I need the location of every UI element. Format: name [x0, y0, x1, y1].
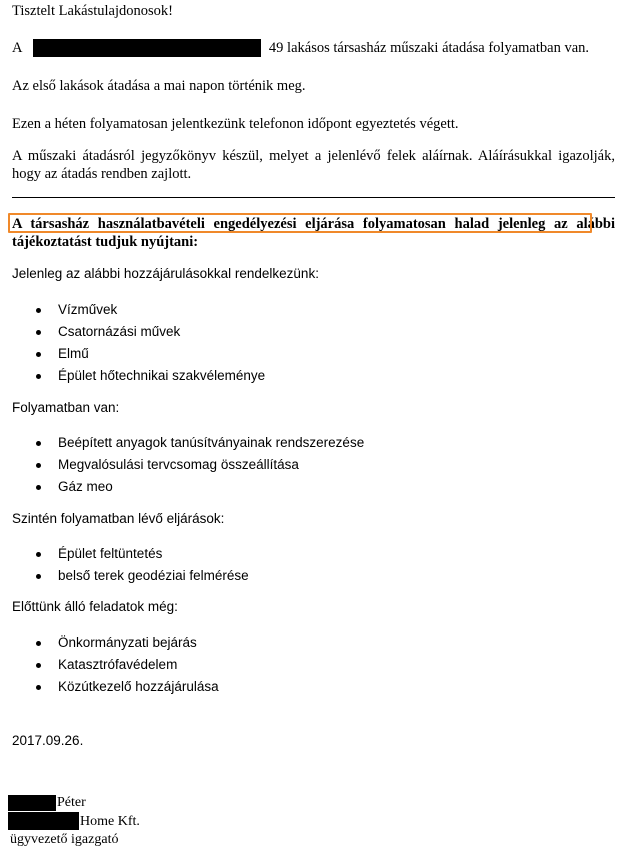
paragraph-protocol: A műszaki átadásról jegyzőkönyv készül, melyet a jelenlévő felek aláírnak. Aláírásukkal igazolják, hogy az átadás rendben zajlott. [12, 148, 615, 182]
signature-company: Home Kft. [80, 814, 140, 829]
list-item: Közútkezelő hozzájárulása [34, 676, 219, 698]
redaction-block-signature-name [8, 795, 56, 811]
list-item: Csatornázási művek [34, 321, 265, 343]
redaction-block [33, 39, 261, 57]
list-item: Épület feltüntetés [34, 543, 249, 565]
letter-date: 2017.09.26. [12, 733, 84, 748]
list-procedures [34, 543, 249, 587]
paragraph-first-handover: Az első lakások átadása a mai napon történik meg. [12, 78, 306, 94]
permit-heading-highlighted: A társasház használatbavételi engedélyezési eljárása folyamatosan halad jelenleg [12, 216, 546, 232]
list-item: Önkormányzati bejárás [34, 632, 219, 654]
list-in-progress [34, 432, 364, 498]
list-item: Katasztrófavédelem [34, 654, 219, 676]
list-upcoming [34, 632, 219, 698]
section-title-in-progress: Folyamatban van: [12, 400, 120, 415]
intro-prefix: A [12, 40, 22, 56]
signature-name: Péter [57, 795, 86, 810]
list-permits [34, 299, 265, 387]
list-item: Vízművek [34, 299, 265, 321]
intro-suffix: 49 lakásos társasház műszaki átadása folyamatban van. [268, 40, 590, 56]
list-item: Elmű [34, 343, 265, 365]
list-item: belső terek geodéziai felmérése [34, 565, 249, 587]
highlight-box [8, 213, 592, 233]
redaction-block-company [8, 812, 79, 830]
list-item: Beépített anyagok tanúsítványainak rendszerezése [34, 432, 364, 454]
greeting: Tisztelt Lakástulajdonosok! [12, 3, 173, 19]
section-title-permits: Jelenleg az alábbi hozzájárulásokkal rendelkezünk: [12, 266, 319, 281]
paragraph-phone-scheduling: Ezen a héten folyamatosan jelentkezünk telefonon időpont egyeztetés végett. [12, 116, 459, 132]
signature-role: ügyvezető igazgató [10, 832, 119, 847]
list-item: Megvalósulási tervcsomag összeállítása [34, 454, 364, 476]
horizontal-divider [12, 197, 615, 198]
section-title-procedures: Szintén folyamatban lévő eljárások: [12, 511, 225, 526]
list-item: Épület hőtechnikai szakvéleménye [34, 365, 265, 387]
section-title-upcoming: Előttünk álló feladatok még: [12, 599, 178, 614]
intro-paragraph [12, 39, 615, 57]
list-item: Gáz meo [34, 476, 364, 498]
permit-heading-rest: az alábbi tájékoztatást tudjuk nyújtani: [12, 216, 616, 250]
